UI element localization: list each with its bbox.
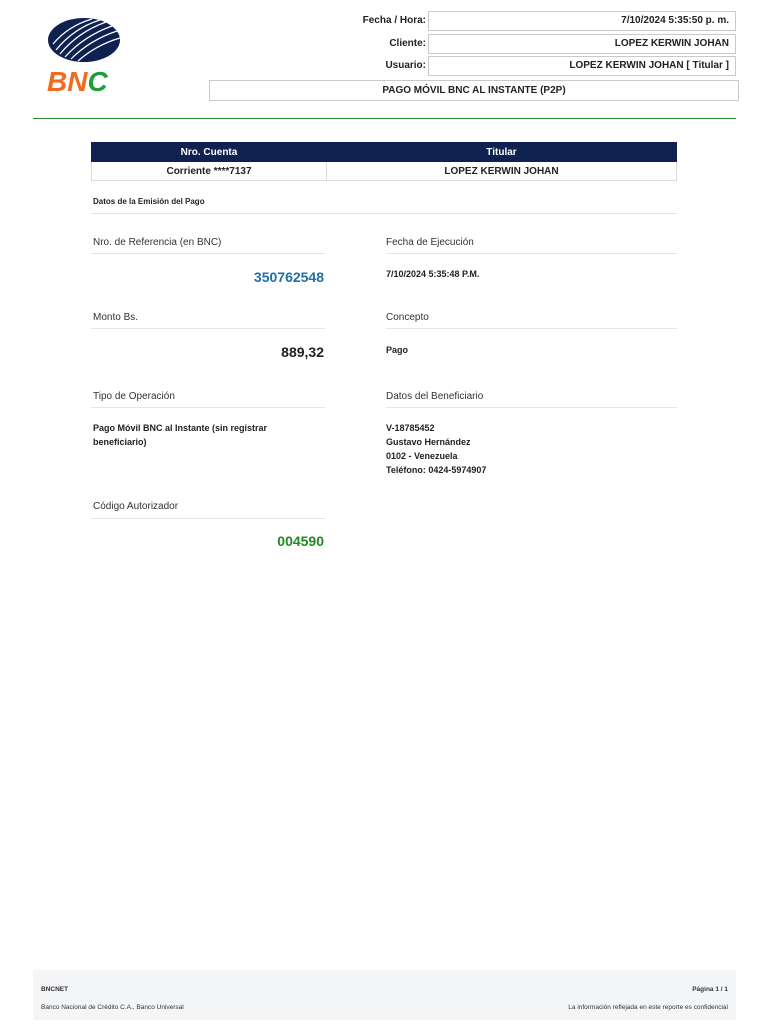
codigo-value: 004590 bbox=[277, 533, 324, 549]
account-table bbox=[91, 142, 677, 181]
tipo-operacion-value bbox=[93, 421, 267, 449]
referencia-value: 350762548 bbox=[253, 269, 324, 285]
transaction-title: PAGO MÓVIL BNC AL INSTANTE (P2P) bbox=[209, 80, 739, 101]
concepto-divider bbox=[386, 328, 677, 329]
cliente-label: Cliente: bbox=[389, 38, 426, 49]
fecha-value: 7/10/2024 5:35:50 p. m. bbox=[428, 11, 736, 31]
tipo-operacion-label: Tipo de Operación bbox=[93, 391, 175, 402]
monto-label: Monto Bs. bbox=[93, 312, 139, 323]
footer-page-number: Página 1 / 1 bbox=[692, 986, 728, 993]
account-holder-value: LOPEZ KERWIN JOHAN bbox=[327, 162, 677, 181]
monto-value: 889,32 bbox=[281, 344, 324, 360]
monto-divider bbox=[91, 328, 325, 329]
bnc-logo bbox=[44, 16, 126, 96]
bnc-logo-graphic bbox=[44, 16, 126, 96]
account-number-header: Nro. Cuenta bbox=[92, 143, 327, 162]
fecha-ejecucion-label: Fecha de Ejecución bbox=[386, 237, 474, 248]
beneficiario-phone: Teléfono: 0424-5974907 bbox=[386, 465, 487, 475]
referencia-divider bbox=[91, 253, 325, 254]
beneficiario-value bbox=[386, 421, 486, 477]
usuario-value: LOPEZ KERWIN JOHAN [ Titular ] bbox=[428, 56, 736, 76]
footer-company: Banco Nacional de Crédito C.A., Banco Universal bbox=[41, 1004, 184, 1011]
footer-brand: BNCNET bbox=[41, 986, 69, 993]
fecha-ejecucion-divider bbox=[386, 253, 677, 254]
referencia-label: Nro. de Referencia (en BNC) bbox=[93, 237, 222, 248]
concepto-label: Concepto bbox=[386, 312, 429, 323]
page-footer bbox=[33, 970, 736, 1020]
cliente-value: LOPEZ KERWIN JOHAN bbox=[428, 34, 736, 54]
fecha-label: Fecha / Hora: bbox=[362, 15, 426, 26]
tipo-operacion-line-1: Pago Móvil BNC al Instante (sin registrar bbox=[93, 423, 268, 433]
codigo-label: Código Autorizador bbox=[93, 501, 179, 512]
concepto-value: Pago bbox=[386, 345, 409, 355]
beneficiario-label: Datos del Beneficiario bbox=[386, 391, 484, 402]
section-title: Datos de la Emisión del Pago bbox=[93, 197, 205, 206]
beneficiario-bank: 0102 - Venezuela bbox=[386, 451, 458, 461]
tipo-operacion-divider bbox=[91, 407, 325, 408]
codigo-divider bbox=[91, 518, 325, 519]
fecha-ejecucion-value: 7/10/2024 5:35:48 P.M. bbox=[386, 269, 480, 279]
logo-bn-text: BNC bbox=[47, 66, 108, 96]
beneficiario-id: V-18785452 bbox=[386, 423, 435, 433]
beneficiario-name: Gustavo Hernández bbox=[386, 437, 471, 447]
footer-confidential-note: La información reflejada en este reporte es confidencial bbox=[568, 1004, 728, 1011]
beneficiario-divider bbox=[386, 407, 677, 408]
header-divider bbox=[33, 118, 736, 119]
tipo-operacion-line-2: beneficiario) bbox=[93, 437, 147, 447]
usuario-label: Usuario: bbox=[385, 60, 426, 71]
section-divider bbox=[91, 213, 677, 214]
account-number-value: Corriente ****7137 bbox=[92, 162, 327, 181]
account-holder-header: Titular bbox=[327, 143, 677, 162]
